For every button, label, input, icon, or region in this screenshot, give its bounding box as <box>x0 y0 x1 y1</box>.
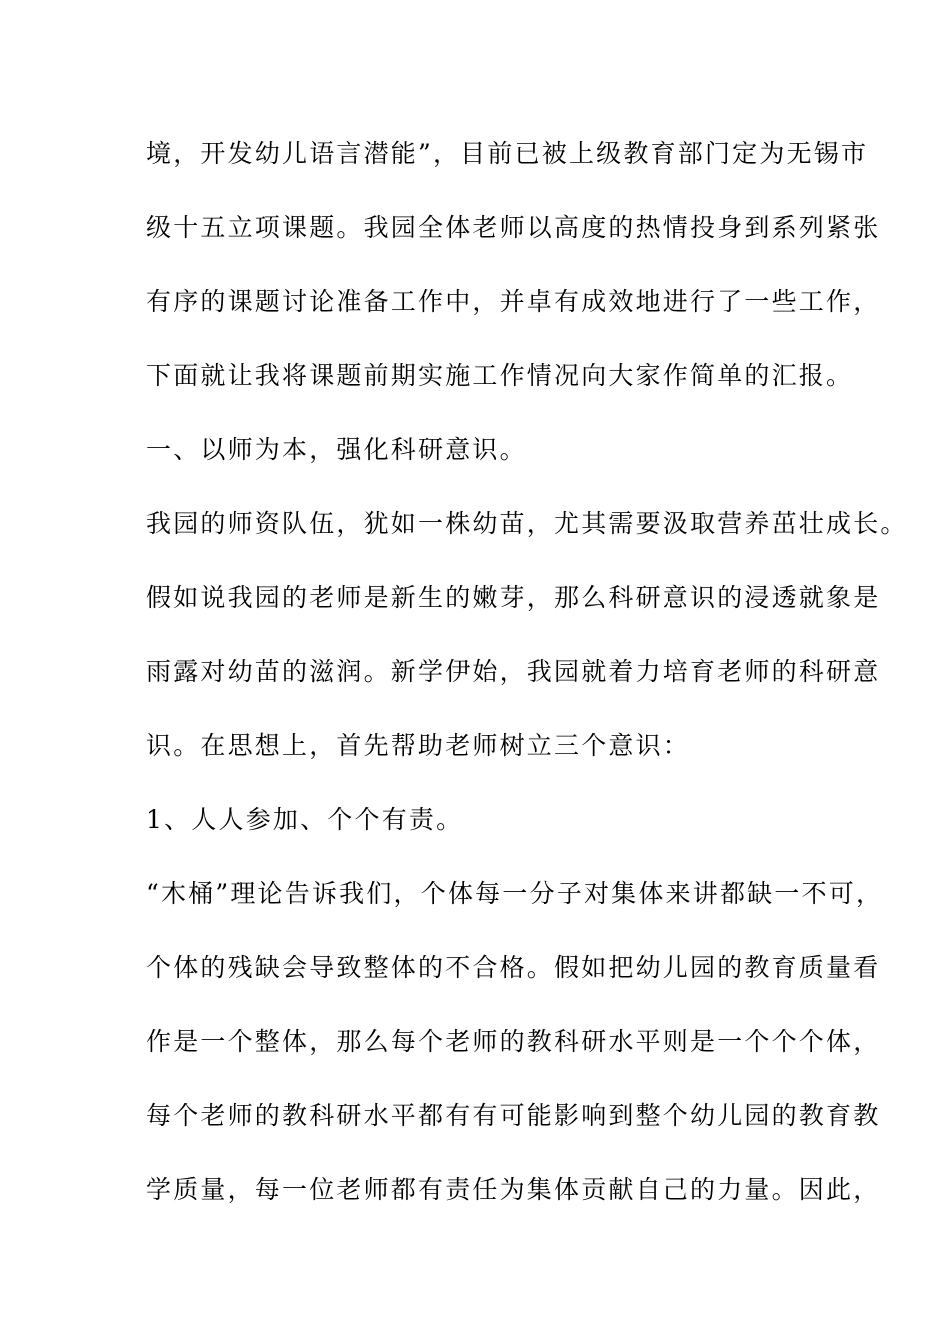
text-line: 下面就让我将课题前期实施工作情况向大家作简单的汇报。 <box>146 361 854 390</box>
section-heading: 一、以师为本，强化科研意识。 <box>146 435 527 464</box>
subsection-heading: 1、人人参加、个个有责。 <box>146 805 464 834</box>
text-line: 有序的课题讨论准备工作中，并卓有成效地进行了一些工作， <box>146 287 881 316</box>
text-line: “木桶”理论告诉我们，个体每一分子对集体来讲都缺一不可， <box>146 879 884 908</box>
text-line: 作是一个整体，那么每个老师的教科研水平则是一个个个体， <box>146 1027 881 1056</box>
text-line: 每个老师的教科研水平都有有可能影响到整个幼儿园的教育教 <box>146 1101 881 1130</box>
text-line: 假如说我园的老师是新生的嫩芽，那么科研意识的浸透就象是 <box>146 583 881 612</box>
text-line: 学质量，每一位老师都有责任为集体贡献自己的力量。因此， <box>146 1175 881 1204</box>
text-line: 识。在思想上，首先帮助老师树立三个意识： <box>146 731 691 760</box>
text-line: 境，开发幼儿语言潜能”，目前已被上级教育部门定为无锡市 <box>146 139 869 168</box>
text-line: 我园的师资队伍，犹如一株幼苗，尤其需要汲取营养茁壮成长。 <box>146 509 908 538</box>
text-line: 个体的残缺会导致整体的不合格。假如把幼儿园的教育质量看 <box>146 953 881 982</box>
text-line: 级十五立项课题。我园全体老师以高度的热情投身到系列紧张 <box>146 213 881 242</box>
text-line: 雨露对幼苗的滋润。新学伊始，我园就着力培育老师的科研意 <box>146 657 881 686</box>
